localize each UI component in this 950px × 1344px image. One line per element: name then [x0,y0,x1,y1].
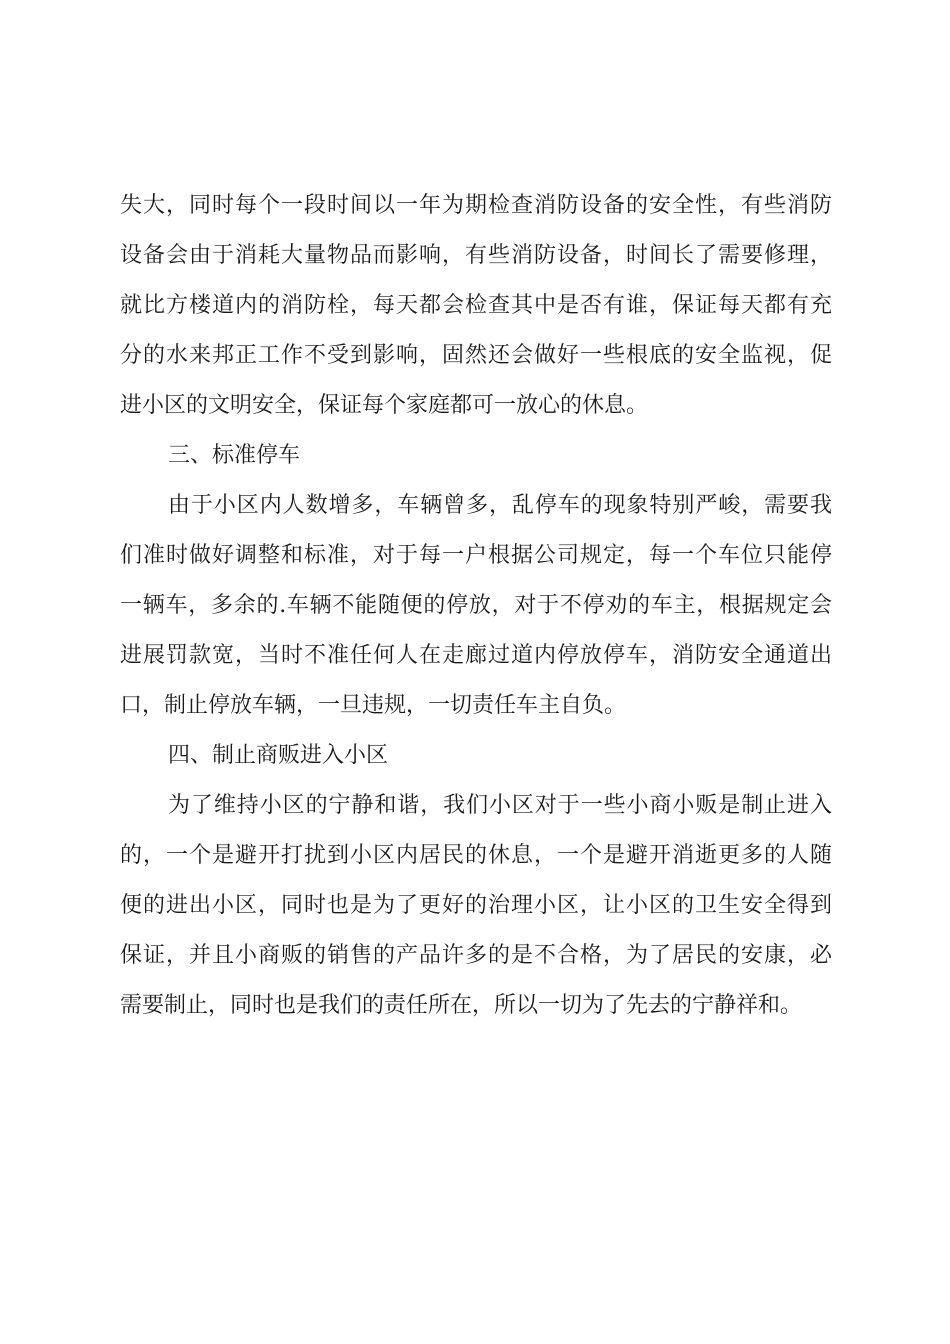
section-heading: 四、制止商贩进入小区 [168,743,389,768]
paragraph-line: 们准时做好调整和标准，对于每一户根据公司规定，每一个车位只能停 [120,543,832,568]
paragraph-line: 保证，并且小商贩的销售的产品许多的是不合格，为了居民的安康，必 [120,943,832,968]
paragraph-line: 由于小区内人数增多，车辆曾多，乱停车的现象特别严峻，需要我 [168,493,832,518]
paragraph-line: 就比方楼道内的消防栓，每天都会检查其中是否有谁，保证每天都有充 [120,293,832,318]
paragraph-line: 进展罚款宽，当时不准任何人在走廊过道内停放停车，消防安全通道出 [120,643,832,668]
paragraph-line: 的，一个是避开打扰到小区内居民的休息，一个是避开消逝更多的人随 [120,843,832,868]
paragraph-line: 一辆车，多余的.车辆不能随便的停放，对于不停劝的车主，根据规定会 [120,593,832,618]
paragraph-line: 便的进出小区，同时也是为了更好的治理小区，让小区的卫生安全得到 [120,893,832,918]
paragraph-line: 需要制止，同时也是我们的责任所在，所以一切为了先去的宁静祥和。 [120,993,803,1018]
section-heading: 三、标准停车 [168,443,301,468]
paragraph-line: 设备会由于消耗大量物品而影响，有些消防设备，时间长了需要修理， [120,243,832,268]
paragraph-line: 进小区的文明安全，保证每个家庭都可一放心的休息。 [120,393,649,418]
paragraph-line: 失大，同时每个一段时间以一年为期检查消防设备的安全性，有些消防 [120,193,832,218]
paragraph-line: 分的水来邦正工作不受到影响，固然还会做好一些根底的安全监视，促 [120,343,832,368]
paragraph-line: 口，制止停放车辆，一旦违规，一切责任车主自负。 [120,693,627,718]
paragraph-line: 为了维持小区的宁静和谐，我们小区对于一些小商小贩是制止进入 [168,793,832,818]
